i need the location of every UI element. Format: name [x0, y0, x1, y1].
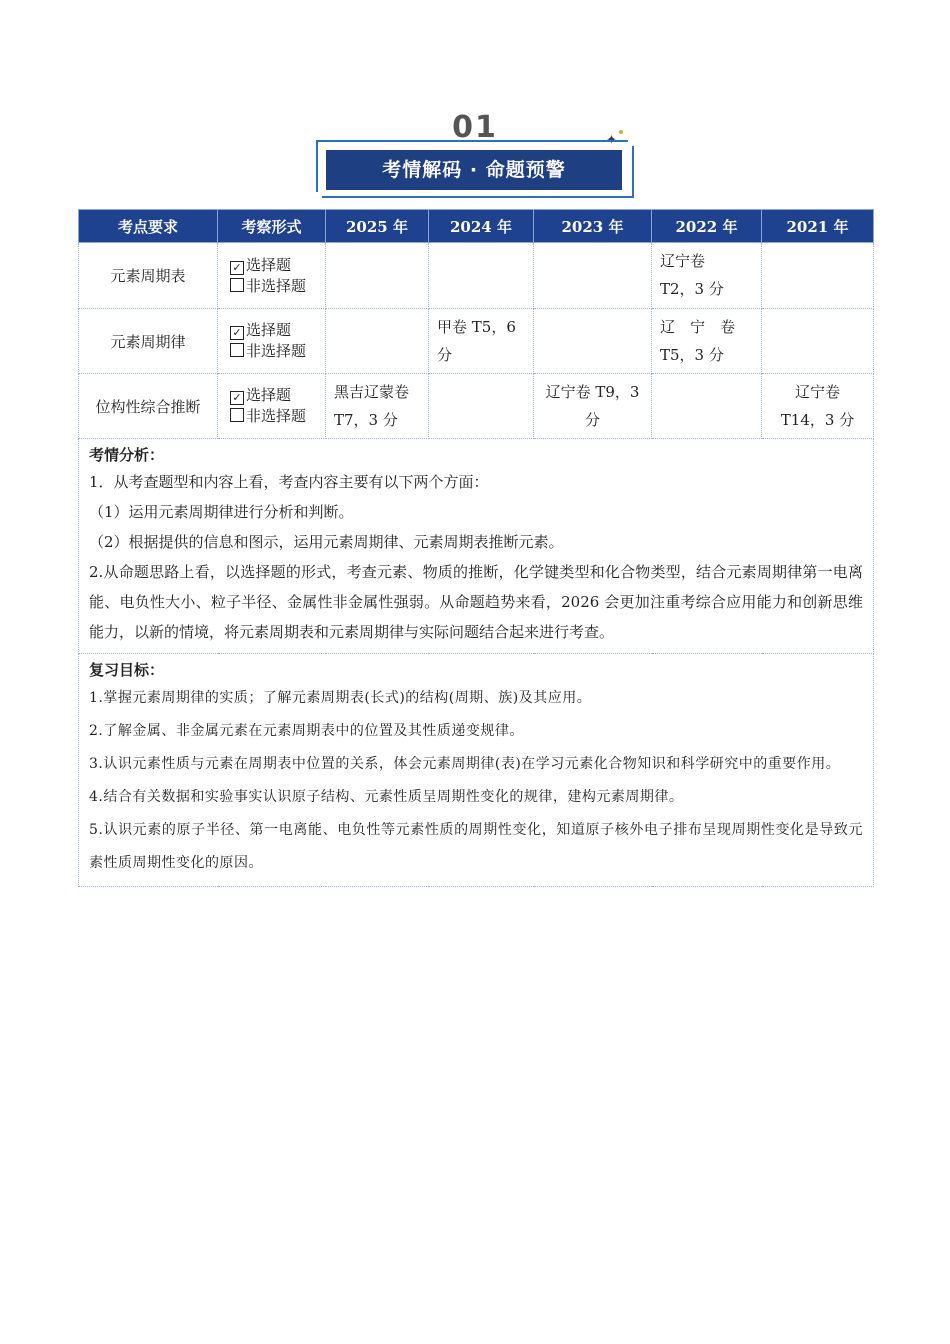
sparkle-icon: ✦	[606, 133, 617, 148]
cell-2021	[762, 309, 874, 374]
unchecked-box-icon	[230, 343, 244, 357]
cell-2021	[762, 374, 874, 439]
cell-text: 分	[584, 411, 600, 429]
table-row	[79, 309, 874, 374]
cell-text: 黑吉辽蒙卷	[334, 383, 410, 401]
banner-title: 考情解码 · 命题预警	[326, 150, 622, 190]
header-2022: 2022 年	[652, 210, 762, 243]
cell-text: T2，3 分	[660, 280, 724, 298]
cell-2022	[652, 243, 762, 309]
header-2021: 2021 年	[762, 210, 874, 243]
goals-cell	[79, 654, 874, 887]
goal-item: 3.认识元素性质与元素在周期表中位置的关系，体会元素周期律(表)在学习元素化合物知识和科学研究中的重要作用。	[89, 756, 841, 772]
cell-2022	[652, 374, 762, 439]
cell-2025	[326, 374, 429, 439]
cell-text: T7，3 分	[334, 411, 398, 429]
unchecked-box-icon	[230, 278, 244, 292]
checked-box-icon: ✓	[230, 391, 244, 405]
option-label: 选择题	[246, 255, 292, 274]
cell-2024	[429, 243, 534, 309]
header-2023: 2023 年	[534, 210, 652, 243]
cell-text: T5，3 分	[660, 346, 724, 364]
option-label: 选择题	[246, 386, 292, 404]
goal-item: 2.了解金属、非金属元素在元素周期表中的位置及其性质递变规律。	[89, 723, 524, 739]
analysis-row	[79, 439, 874, 654]
cell-2023	[534, 243, 652, 309]
analysis-paragraph: （1）运用元素周期律进行分析和判断。	[89, 503, 354, 521]
analysis-cell	[79, 439, 874, 654]
analysis-paragraph: （2）根据提供的信息和图示，运用元素周期律、元素周期表推断元素。	[89, 533, 564, 551]
cell-2024	[429, 309, 534, 374]
option-label: 非选择题	[246, 407, 307, 425]
analysis-paragraph: 1．从考查题型和内容上看，考查内容主要有以下两个方面：	[89, 473, 489, 491]
cell-text: 甲卷 T5，6	[437, 318, 516, 336]
goal-item: 4.结合有关数据和实验事实认识原子结构、元素性质呈周期性变化的规律，建构元素周期律。	[89, 789, 684, 805]
form-cell	[218, 243, 326, 309]
cell-2022	[652, 309, 762, 374]
table-row	[79, 243, 874, 309]
cell-2023	[534, 309, 652, 374]
header-form: 考察形式	[218, 210, 326, 243]
cell-text: 辽宁卷 T9，3	[545, 383, 640, 401]
cell-text: T14，3 分	[780, 411, 855, 429]
option-label: 非选择题	[246, 276, 307, 295]
section-banner	[316, 140, 634, 198]
header-topic: 考点要求	[79, 210, 218, 243]
table-header-row	[79, 210, 874, 243]
topic-cell: 元素周期律	[79, 309, 218, 374]
cell-2021	[762, 243, 874, 309]
analysis-paragraph: 2.从命题思路上看，以选择题的形式，考查元素、物质的推断，化学键类型和化合物类型，结合元素周期律第一电离能、电负性大小、粒子半径、金属性非金属性强弱。从命题趋势来看，2026 会更加注重考综合应用能力和创新思维能力，以新的情境，将元素周期表和元素周期律与实际问题结合起来进行考查。	[89, 563, 863, 641]
exam-table	[78, 209, 874, 887]
option-label: 选择题	[246, 321, 292, 339]
goals-heading: 复习目标：	[89, 661, 165, 679]
goal-item: 5.认识元素的原子半径、第一电离能、电负性等元素性质的周期性变化，知道原子核外电子排布呈现周期性变化是导致元素性质周期性变化的原因。	[89, 822, 863, 871]
header-2025: 2025 年	[326, 210, 429, 243]
cell-2025	[326, 309, 429, 374]
cell-2024	[429, 374, 534, 439]
topic-cell: 位构性综合推断	[79, 374, 218, 439]
section-number: 01	[452, 110, 498, 145]
cell-text: 辽宁卷	[794, 383, 840, 401]
form-cell	[218, 309, 326, 374]
cell-text: 辽宁卷	[660, 252, 706, 270]
goal-item: 1.掌握元素周期律的实质；了解元素周期表(长式)的结构(周期、族)及其应用。	[89, 690, 592, 706]
form-cell	[218, 374, 326, 439]
goals-row	[79, 654, 874, 887]
cell-2025	[326, 243, 429, 309]
analysis-heading: 考情分析：	[89, 446, 165, 464]
option-label: 非选择题	[246, 342, 307, 360]
decor-dot	[619, 130, 623, 134]
cell-2023	[534, 374, 652, 439]
cell-text: 辽 宁 卷	[660, 318, 736, 336]
table-row	[79, 374, 874, 439]
cell-text: 分	[437, 346, 453, 364]
unchecked-box-icon	[230, 408, 244, 422]
checked-box-icon: ✓	[230, 326, 244, 340]
checked-box-icon: ✓	[230, 261, 244, 275]
header-2024: 2024 年	[429, 210, 534, 243]
topic-cell: 元素周期表	[79, 243, 218, 309]
